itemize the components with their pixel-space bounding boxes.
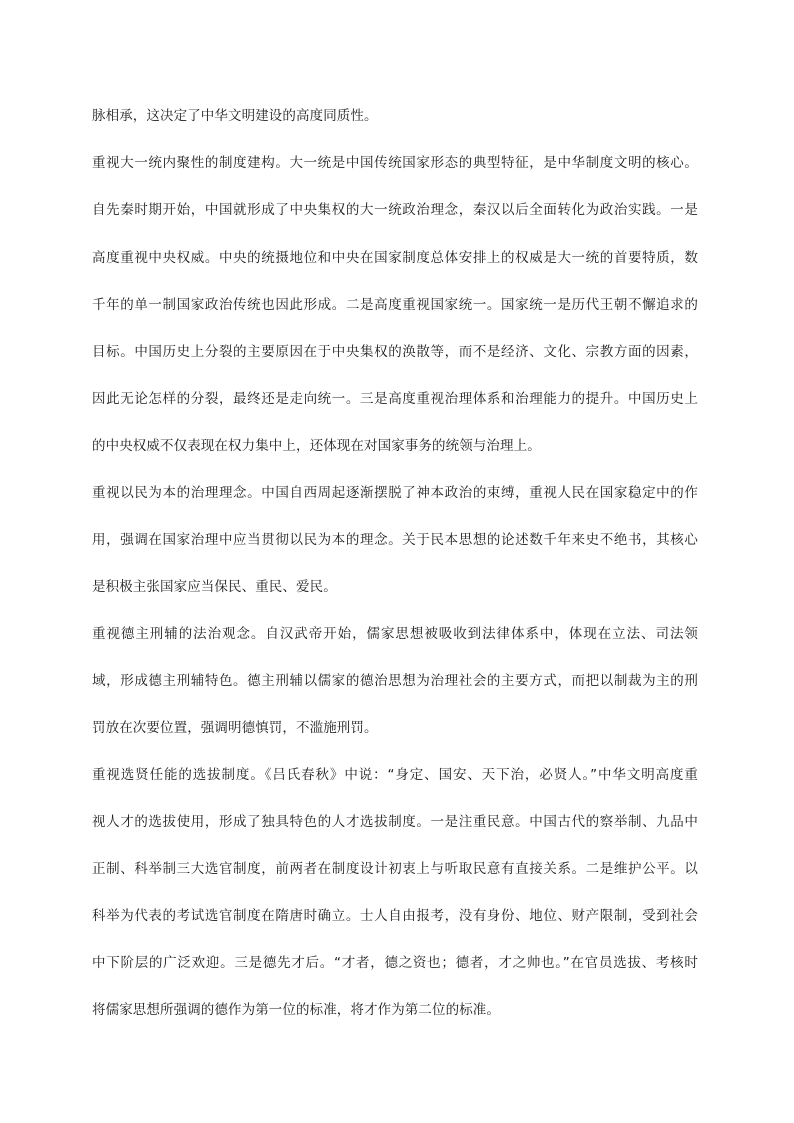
text-line: 用，强调在国家治理中应当贯彻以民为本的理念。关于民本思想的论述数千年来史不绝书，其核心 [92, 532, 698, 548]
text-line: 自先秦时期开始，中国就形成了中央集权的大一统政治理念，秦汉以后全面转化为政治实践。一是 [92, 202, 698, 218]
text-line: 重视选贤任能的选拔制度。《吕氏春秋》中说：“身定、国安、天下治，必贤人。”中华文明高度重 [92, 767, 698, 783]
text-line: 将儒家思想所强调的德作为第一位的标准，将才作为第二位的标准。 [92, 1002, 500, 1018]
text-line: 重视以民为本的治理理念。中国自西周起逐渐摆脱了神本政治的束缚，重视人民在国家稳定中的作 [92, 485, 698, 501]
text-line: 正制、科举制三大选官制度，前两者在制度设计初衷上与听取民意有直接关系。二是维护公平。以 [92, 861, 698, 877]
text-line: 高度重视中央权威。中央的统摄地位和中央在国家制度总体安排上的权威是大一统的首要特质，数 [92, 250, 698, 266]
text-line: 目标。中国历史上分裂的主要原因在于中央集权的涣散等，而不是经济、文化、宗教方面的因素， [92, 344, 698, 360]
text-line: 脉相承，这决定了中华文明建设的高度同质性。 [92, 108, 378, 124]
text-line: 因此无论怎样的分裂，最终还是走向统一。三是高度重视治理体系和治理能力的提升。中国历史上 [92, 391, 698, 407]
text-line: 是积极主张国家应当保民、重民、爱民。 [92, 579, 337, 595]
text-line: 域，形成德主刑辅特色。德主刑辅以儒家的德治思想为治理社会的主要方式，而把以制裁为主的刑 [92, 673, 698, 689]
text-line: 中下阶层的广泛欢迎。三是德先才后。“才者，德之资也；德者，才之帅也。”在官员选拔、考核时 [92, 955, 698, 971]
text-line: 的中央权威不仅表现在权力集中上，还体现在对国家事务的统领与治理上。 [92, 438, 541, 454]
text-line: 重视德主刑辅的法治观念。自汉武帝开始，儒家思想被吸收到法律体系中，体现在立法、司法领 [92, 626, 698, 642]
text-line: 重视大一统内聚性的制度建构。大一统是中国传统国家形态的典型特征，是中华制度文明的核心。 [92, 155, 698, 171]
text-line: 科举为代表的考试选官制度在隋唐时确立。士人自由报考，没有身份、地位、财产限制，受到社会 [92, 908, 698, 924]
text-line: 千年的单一制国家政治传统也因此形成。二是高度重视国家统一。国家统一是历代王朝不懈追求的 [92, 297, 698, 313]
text-line: 罚放在次要位置，强调明德慎罚，不滥施刑罚。 [92, 720, 378, 736]
text-line: 视人才的选拔使用，形成了独具特色的人才选拔制度。一是注重民意。中国古代的察举制、九品中 [92, 814, 698, 830]
